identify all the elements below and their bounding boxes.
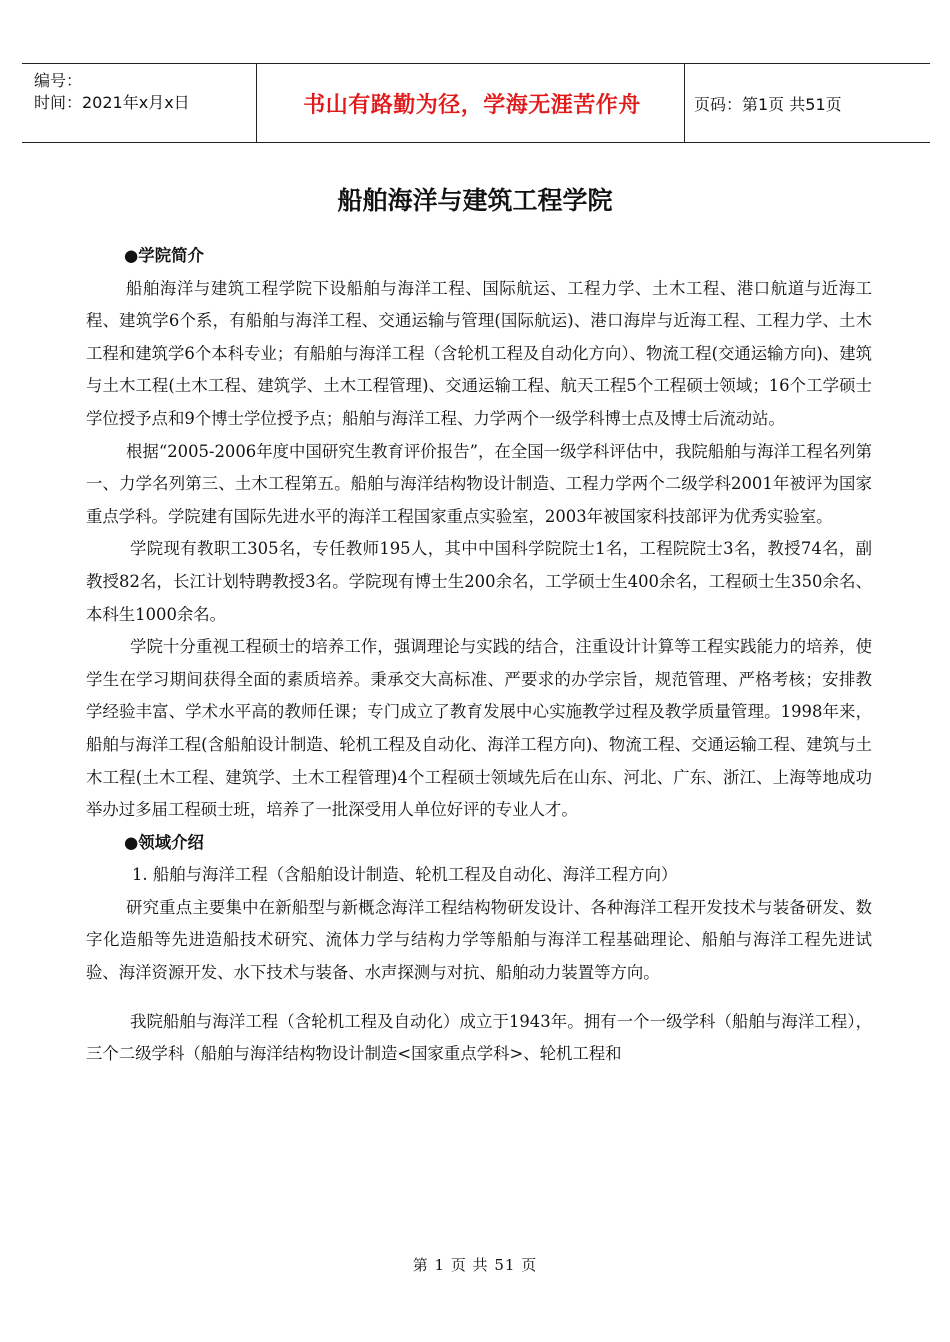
list-item: 1. 船舶与海洋工程（含船舶设计制造、轮机工程及自动化、海洋工程方向） xyxy=(132,865,678,885)
header-divider xyxy=(256,64,257,142)
header-divider xyxy=(684,64,685,142)
date-label: 时间：2021年x月x日 xyxy=(34,93,190,112)
paragraph: 我院船舶与海洋工程（含轮机工程及自动化）成立于1943年。拥有一个一级学科（船舶与海洋工程），三个二级学科（船舶与海洋结构物设计制造<国家重点学科>、轮机工程和 xyxy=(86,1011,872,1064)
paragraph: 研究重点主要集中在新船型与新概念海洋工程结构物研发设计、各种海洋工程开发技术与装备研发、数字化造船等先进造船技术研究、流体力学与结构力学等船舶与海洋工程基础理论、船舶与海洋工程先进试验、海洋资源开发、水下技术与装备、水声探测与对抗、船舶动力装置等方向。 xyxy=(86,897,872,983)
document-body xyxy=(86,240,872,1071)
paragraph: 根据“2005-2006年度中国研究生教育评价报告”，在全国一级学科评估中，我院船舶与海洋工程名列第一、力学名列第三、土木工程第五。船舶与海洋结构物设计制造、工程力学两个二级学科2001年被评为国家重点学科。学院建有国际先进水平的海洋工程国家重点实验室，2003年被国家科技部评为优秀实验室。 xyxy=(86,441,872,526)
paragraph: 学院现有教职工305名，专任教师195人，其中中国科学院院士1名，工程院院士3名，教授74名，副教授82名，长江计划特聘教授3名。学院现有博士生200余名，工学硕士生400余名，工程硕士生350余名、本科生1000余名。 xyxy=(86,539,872,624)
page-info: 页码：第1页 共51页 xyxy=(694,94,842,114)
page-footer: 第 1 页 共 51 页 xyxy=(412,1256,538,1274)
section-heading-fields: ●领域介绍 xyxy=(124,832,204,852)
section-heading-intro: ●学院简介 xyxy=(124,246,204,265)
header-table xyxy=(22,63,930,143)
paragraph: 船舶海洋与建筑工程学院下设船舶与海洋工程、国际航运、工程力学、土木工程、港口航道与近海工程、建筑学6个系，有船舶与海洋工程、交通运输与管理(国际航运)、港口海岸与近海工程、工程力学、土木工程和建筑学6个本科专业；有船舶与海洋工程（含轮机工程及自动化方向）、物流工程(交通运输方向)、建筑与土木工程(土木工程、建筑学、土木工程管理)、交通运输工程、航天工程5个工程硕士领域；16个工学硕士学位授予点和9个博士学位授予点；船舶与海洋工程、力学两个一级学科博士点及博士后流动站。 xyxy=(86,278,872,428)
motto: 书山有路勤为径，学海无涯苦作舟 xyxy=(303,92,641,118)
paragraph: 学院十分重视工程硕士的培养工作，强调理论与实践的结合，注重设计计算等工程实践能力的培养，使学生在学习期间获得全面的素质培养。秉承交大高标准、严要求的办学宗旨，规范管理、严格考核；安排教学经验丰富、学术水平高的教师任课；专门成立了教育发展中心实施教学过程及教学质量管理。1998年来，船舶与海洋工程(含船舶设计制造、轮机工程及自动化、海洋工程方向)、物流工程、交通运输工程、建筑与土木工程(土木工程、建筑学、土木工程管理)4个工程硕士领域先后在山东、河北、广东、浙江、上海等地成功举办过多届工程硕士班，培养了一批深受用人单位好评的专业人才。 xyxy=(86,637,872,820)
page-title: 船舶海洋与建筑工程学院 xyxy=(337,186,613,215)
number-label: 编号： xyxy=(34,71,83,90)
header-left-cell xyxy=(34,70,252,114)
